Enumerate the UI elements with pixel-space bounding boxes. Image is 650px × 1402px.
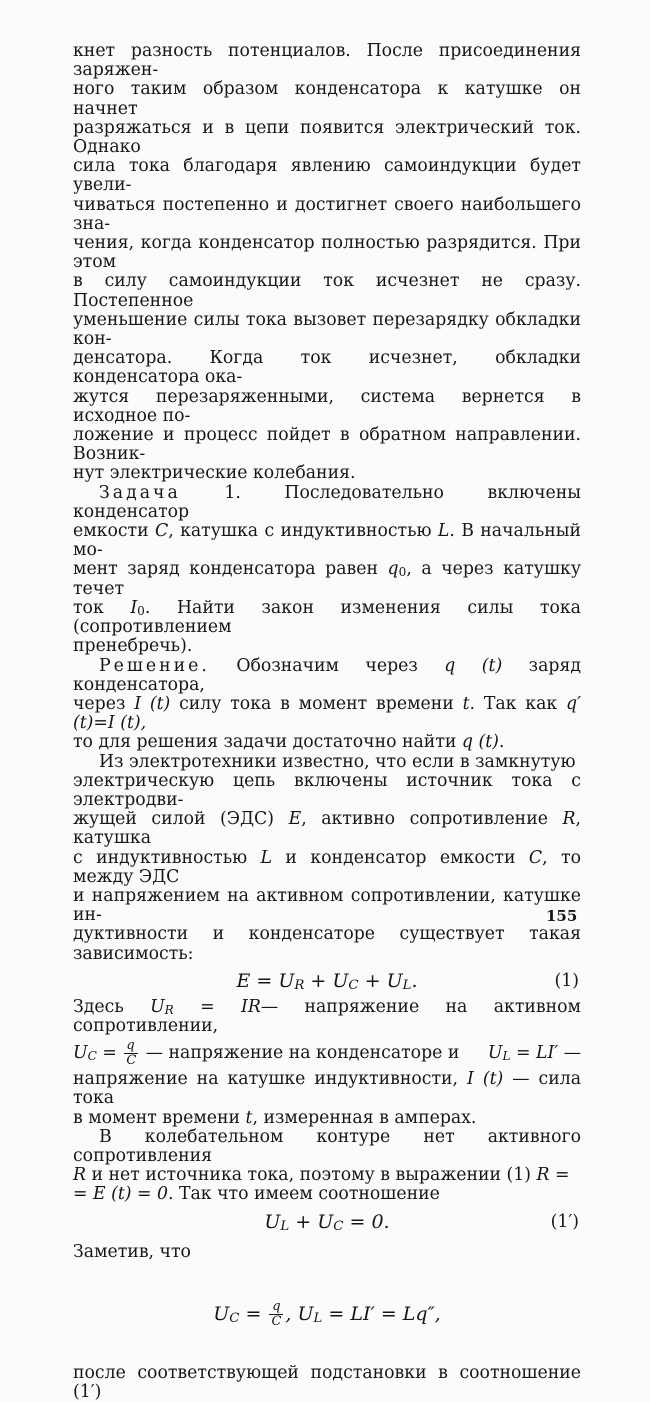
- page-body: [73, 42, 581, 1402]
- equation-number: (1′): [550, 1211, 579, 1232]
- solution-line: то для решения задачи достаточно найти q (t).: [73, 732, 505, 753]
- text-line: кнет разность потенциалов. После присоединения заряжен-: [73, 41, 581, 81]
- task-line: мент заряд конденсатора равен $q_0$, а через катушку течет: [73, 559, 582, 599]
- text-line: в момент времени t, измеренная в амперах.: [73, 1107, 477, 1128]
- text-line: напряжение на катушке индуктивности, I (t) — сила тока: [73, 1069, 581, 1109]
- task-label: Задача: [99, 482, 181, 503]
- text-line: в силу самоиндукции ток исчезнет не сразу. Постепенное: [73, 271, 581, 311]
- equation-1: [73, 966, 581, 996]
- text-line: с индуктивностью L и конденсатор емкости C, то между ЭДС: [73, 847, 581, 887]
- fraction: $\frac{q}{C}$: [126, 1038, 137, 1069]
- page-number: 155: [546, 907, 578, 925]
- text-line: жутся перезаряженными, система вернется в исходное по-: [73, 386, 581, 426]
- text-line: сила тока благодаря явлению самоиндукции будет увели-: [73, 156, 581, 196]
- text-line: Из электротехники известно, что если в замкнутую: [99, 751, 576, 772]
- text-line: жущей силой (ЭДС) E, активно сопротивление R, катушка: [73, 809, 582, 849]
- task-line: Задача 1. Последовательно включены конденсатор: [73, 482, 581, 522]
- equation-substitution: [73, 1286, 581, 1342]
- text-line: электрическую цепь включены источник тока с электродви-: [73, 770, 581, 810]
- text-line: В колебательном контуре нет активного сопротивления: [73, 1126, 581, 1166]
- text-line: ного таким образом конденсатора к катушке он начнет: [73, 79, 581, 119]
- solution-line: через I (t) силу тока в момент времени t. Так как q′(t)=I (t),: [73, 693, 582, 734]
- text-line: = E (t) = 0. Так что имеем соотношение: [73, 1184, 440, 1205]
- text-line: дуктивности и конденсаторе существует такая зависимость:: [73, 924, 581, 964]
- text-line: ложение и процесс пойдет в обратном направлении. Возник-: [73, 425, 581, 465]
- task-line: емкости C, катушка с индуктивностью L. В начальный мо-: [73, 521, 582, 561]
- text-line-with-fraction: $U_C$ = $\frac{q}{C}$ — напряжение на конденсаторе и $U_L = LI'$ —: [73, 1038, 581, 1069]
- text-line: уменьшение силы тока вызовет перезарядку обкладки кон-: [73, 309, 581, 350]
- solution-label: Решение.: [99, 655, 210, 676]
- text-line: R и нет источника тока, поэтому в выражении (1) R =: [73, 1165, 570, 1186]
- equation-formula: $U_L + U_C = 0$.: [264, 1210, 390, 1234]
- equation-formula: $U_C$ = $\frac{q}{C}$ , $U_L = LI' = Lq''$,: [213, 1299, 441, 1330]
- text-line: разряжаться и в цепи появится электрический ток. Однако: [73, 117, 581, 158]
- equation-1-prime: [73, 1207, 581, 1237]
- solution-line: Решение. Обозначим через q (t) заряд конденсатора,: [73, 655, 581, 695]
- text-line: Здесь $U_R$ = IR— напряжение на активном сопротивлении,: [73, 996, 581, 1036]
- text-line: и напряжением на активном сопротивлении, катушке ин-: [73, 885, 581, 926]
- text-line: нут электрические колебания.: [73, 463, 356, 484]
- text-line: чиваться постепенно и достигнет своего наибольшего зна-: [73, 194, 581, 234]
- equation-number: (1): [554, 970, 579, 991]
- text-line: Заметив, что: [73, 1241, 191, 1262]
- text-line: после соответствующей подстановки в соотношение (1′): [73, 1362, 581, 1402]
- text-line: чения, когда конденсатор полностью разрядится. При этом: [73, 233, 581, 273]
- text-line: денсатора. Когда ток исчезнет, обкладки конденсатора ока-: [73, 348, 581, 388]
- fraction: $\frac{q}{C}$: [271, 1299, 282, 1330]
- task-line: пренебречь).: [73, 636, 193, 657]
- equation-formula: $E = U_R + U_C + U_L$.: [236, 969, 418, 993]
- task-line: ток $I_0$. Найти закон изменения силы тока (сопротивлением: [73, 597, 581, 638]
